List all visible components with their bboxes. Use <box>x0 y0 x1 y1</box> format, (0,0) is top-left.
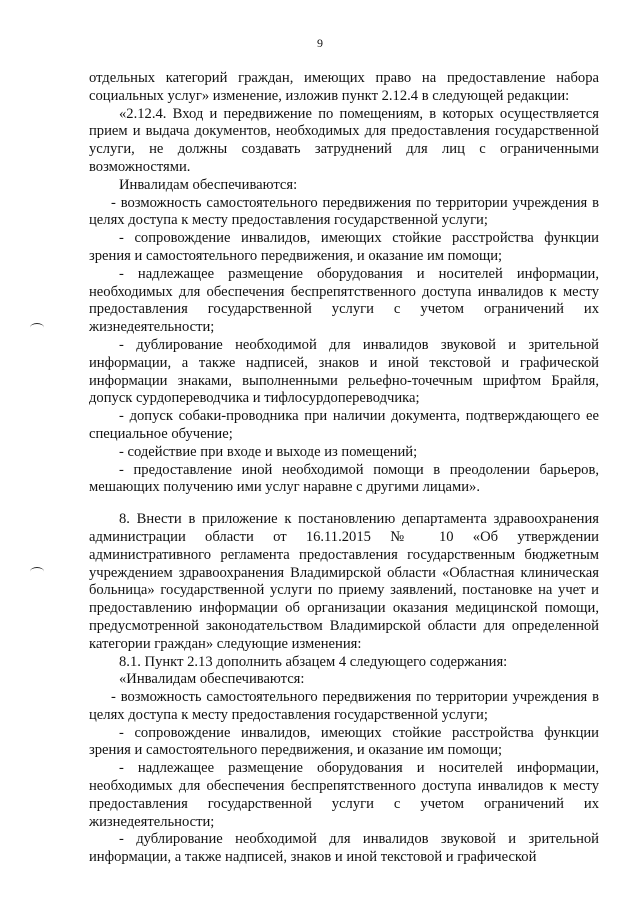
list-item: - надлежащее размещение оборудования и носителей информации, необходимых для обеспечения беспрепятственного доступа инвалидов к месту предоставления государственной услуги с учетом ограничений их жизнедеятельности; <box>89 265 599 336</box>
margin-mark <box>30 323 44 332</box>
paragraph: Инвалидам обеспечиваются: <box>119 176 298 193</box>
list-item: - сопровождение инвалидов, имеющих стойкие расстройства функции зрения и самостоятельного передвижения, и оказание им помощи; <box>89 724 599 759</box>
list-item: - возможность самостоятельного передвижения по территории учреждения в целях доступа к месту предоставления государственной услуги; <box>89 194 599 229</box>
page-number: 9 <box>317 36 323 50</box>
list-item: - возможность самостоятельного передвижения по территории учреждения в целях доступа к месту предоставления государственной услуги; <box>89 689 599 723</box>
list-item: - содействие при входе и выходе из помещений; <box>119 443 418 460</box>
paragraph: «Инвалидам обеспечиваются: <box>119 671 305 688</box>
list-item: - дублирование необходимой для инвалидов звуковой и зрительной информации, а также надписей, знаков и иной текстовой и графической информации знаками, выполненными рельефно-точечным шрифтом Брайля, допуск сурдопереводчика и тифлосурдопереводчика; <box>89 336 599 407</box>
paragraph: «2.12.4. Вход и передвижение по помещениям, в которых осуществляется прием и выдача документов, необходимых для предоставления государственной услуги, не должны создавать затруднений для лиц с ограниченными возможностями. <box>89 105 599 175</box>
list-item: - предоставление иной необходимой помощи в преодолении барьеров, мешающих получению ими услуг наравне с другими лицами». <box>89 461 599 496</box>
paragraph: отдельных категорий граждан, имеющих право на предоставление набора социальных услуг» изменение, изложив пункт 2.12.4 в следующей редакции: <box>89 70 599 104</box>
list-item: - дублирование необходимой для инвалидов звуковой и зрительной информации, а также надписей, знаков и иной текстовой и графической <box>89 831 599 866</box>
list-item: - надлежащее размещение оборудования и носителей информации, необходимых для обеспечения беспрепятственного доступа инвалидов к месту предоставления государственной услуги с учетом ограничений их жизнедеятельности; <box>89 760 599 830</box>
paragraph: 8.1. Пункт 2.13 дополнить абзацем 4 следующего содержания: <box>119 653 508 670</box>
document-body <box>89 70 599 867</box>
list-item: - сопровождение инвалидов, имеющих стойкие расстройства функции зрения и самостоятельного передвижения, и оказание им помощи; <box>89 230 599 264</box>
margin-mark <box>30 567 44 576</box>
list-item: - допуск собаки-проводника при наличии документа, подтверждающего ее специальное обучение; <box>89 408 599 442</box>
paragraph: 8. Внести в приложение к постановлению департамента здравоохранения администрации области от 16.11.2015 № 10 «Об утверждении административного регламента предоставления государственным бюджетным учреждением здравоохранения Владимирской области «Областная клиническая больница» государственной услуги по приему заявлений, постановке на учет и предоставлению информации об организации оказания медицинской помощи, предусмотренной законодательством Владимирской области для определенной категории граждан» следующие изменения: <box>89 511 599 652</box>
